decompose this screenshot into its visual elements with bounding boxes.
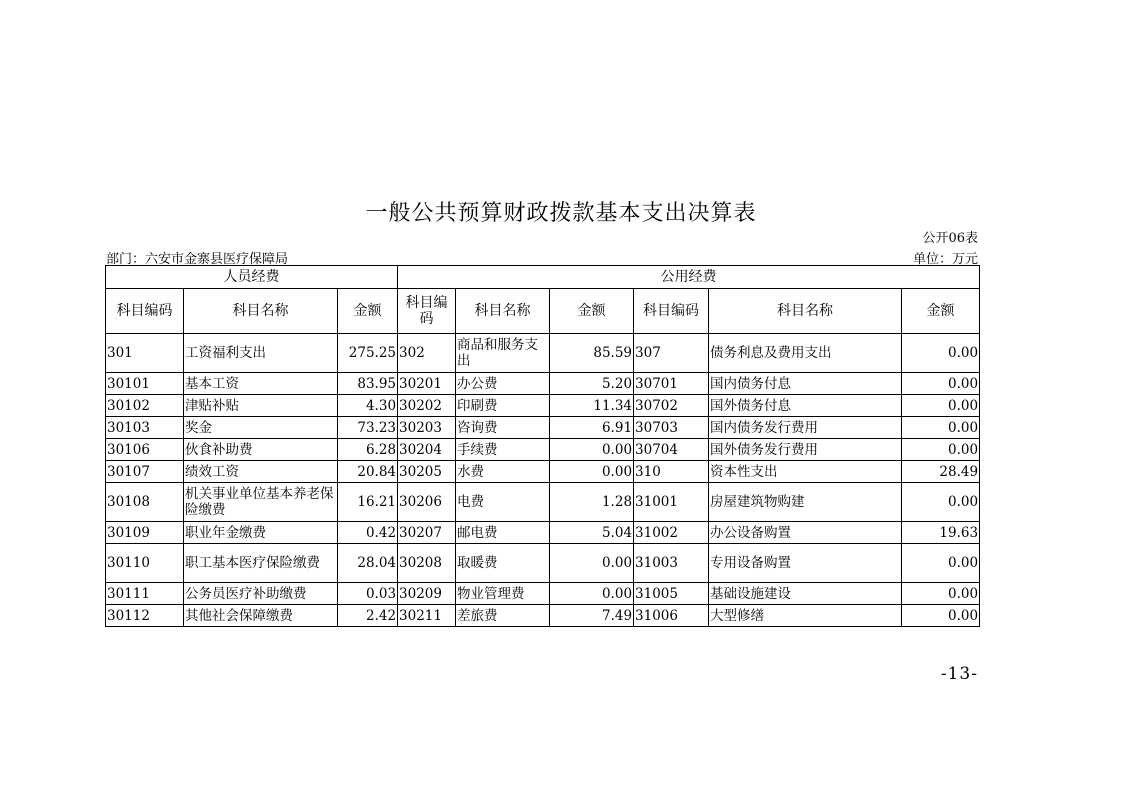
cell-name: 大型修缮 bbox=[709, 605, 902, 627]
cell-code: 307 bbox=[634, 334, 709, 373]
cell-amount: 85.59 bbox=[550, 334, 634, 373]
cell-amount: 0.00 bbox=[902, 544, 980, 583]
cell-code: 30204 bbox=[398, 439, 456, 461]
cell-code: 31002 bbox=[634, 522, 709, 544]
cell-name: 资本性支出 bbox=[709, 461, 902, 483]
cell-amount: 5.20 bbox=[550, 373, 634, 395]
cell-code: 30209 bbox=[398, 583, 456, 605]
cell-name: 房屋建筑物购建 bbox=[709, 483, 902, 522]
cell-amount: 16.21 bbox=[338, 483, 398, 522]
cell-amount: 0.00 bbox=[902, 605, 980, 627]
table-row bbox=[106, 417, 980, 439]
cell-code: 30103 bbox=[106, 417, 184, 439]
cell-code: 302 bbox=[398, 334, 456, 373]
cell-amount: 6.91 bbox=[550, 417, 634, 439]
table-row bbox=[106, 373, 980, 395]
cell-name: 国外债务发行费用 bbox=[709, 439, 902, 461]
column-header-row bbox=[106, 289, 980, 334]
cell-amount: 0.00 bbox=[550, 439, 634, 461]
cell-name: 差旅费 bbox=[456, 605, 550, 627]
cell-amount: 1.28 bbox=[550, 483, 634, 522]
table-row bbox=[106, 522, 980, 544]
group-header-personnel: 人员经费 bbox=[106, 266, 398, 289]
page-title: 一般公共预算财政拨款基本支出决算表 bbox=[365, 201, 757, 226]
cell-code: 30101 bbox=[106, 373, 184, 395]
cell-code: 31006 bbox=[634, 605, 709, 627]
cell-amount: 0.00 bbox=[902, 395, 980, 417]
cell-amount: 0.42 bbox=[338, 522, 398, 544]
column-header-amount: 金额 bbox=[550, 289, 634, 334]
cell-code: 30208 bbox=[398, 544, 456, 583]
cell-code: 31003 bbox=[634, 544, 709, 583]
cell-amount: 275.25 bbox=[338, 334, 398, 373]
department-label: 部门：六安市金寨县医疗保障局 bbox=[106, 252, 289, 267]
table-number: 公开06表 bbox=[922, 231, 978, 246]
table-row bbox=[106, 583, 980, 605]
cell-code: 30202 bbox=[398, 395, 456, 417]
cell-code: 30702 bbox=[634, 395, 709, 417]
cell-name: 水费 bbox=[456, 461, 550, 483]
cell-amount: 0.00 bbox=[902, 334, 980, 373]
cell-amount: 28.49 bbox=[902, 461, 980, 483]
cell-amount: 5.04 bbox=[550, 522, 634, 544]
cell-code: 30111 bbox=[106, 583, 184, 605]
cell-amount: 28.04 bbox=[338, 544, 398, 583]
cell-amount: 83.95 bbox=[338, 373, 398, 395]
cell-amount: 2.42 bbox=[338, 605, 398, 627]
cell-code: 301 bbox=[106, 334, 184, 373]
cell-name: 债务利息及费用支出 bbox=[709, 334, 902, 373]
cell-name: 其他社会保障缴费 bbox=[184, 605, 338, 627]
cell-code: 31005 bbox=[634, 583, 709, 605]
cell-code: 30701 bbox=[634, 373, 709, 395]
column-header-name: 科目名称 bbox=[184, 289, 338, 334]
table-row bbox=[106, 483, 980, 522]
cell-amount: 0.00 bbox=[902, 583, 980, 605]
unit-label: 单位：万元 bbox=[912, 252, 978, 267]
table-row bbox=[106, 544, 980, 583]
cell-name: 办公费 bbox=[456, 373, 550, 395]
cell-name: 基础设施建设 bbox=[709, 583, 902, 605]
cell-code: 30201 bbox=[398, 373, 456, 395]
cell-amount: 6.28 bbox=[338, 439, 398, 461]
cell-amount: 0.00 bbox=[902, 483, 980, 522]
cell-name: 绩效工资 bbox=[184, 461, 338, 483]
table-row bbox=[106, 605, 980, 627]
table-row bbox=[106, 334, 980, 373]
cell-name: 职工基本医疗保险缴费 bbox=[184, 544, 338, 583]
cell-amount: 0.00 bbox=[902, 417, 980, 439]
cell-code: 310 bbox=[634, 461, 709, 483]
expenditure-table bbox=[105, 265, 980, 627]
cell-name: 印刷费 bbox=[456, 395, 550, 417]
column-header-name: 科目名称 bbox=[456, 289, 550, 334]
table-row bbox=[106, 461, 980, 483]
cell-amount: 0.03 bbox=[338, 583, 398, 605]
page-number: -13- bbox=[940, 664, 978, 684]
group-header-public: 公用经费 bbox=[398, 266, 980, 289]
table-row bbox=[106, 395, 980, 417]
cell-name: 职业年金缴费 bbox=[184, 522, 338, 544]
cell-code: 30206 bbox=[398, 483, 456, 522]
cell-code: 30211 bbox=[398, 605, 456, 627]
cell-name: 咨询费 bbox=[456, 417, 550, 439]
cell-name: 国内债务付息 bbox=[709, 373, 902, 395]
column-header-amount: 金额 bbox=[338, 289, 398, 334]
cell-name: 机关事业单位基本养老保险缴费 bbox=[184, 483, 338, 522]
cell-name: 邮电费 bbox=[456, 522, 550, 544]
cell-name: 取暖费 bbox=[456, 544, 550, 583]
cell-amount: 0.00 bbox=[902, 373, 980, 395]
cell-amount: 20.84 bbox=[338, 461, 398, 483]
cell-name: 伙食补助费 bbox=[184, 439, 338, 461]
cell-amount: 0.00 bbox=[550, 583, 634, 605]
cell-name: 公务员医疗补助缴费 bbox=[184, 583, 338, 605]
cell-code: 30703 bbox=[634, 417, 709, 439]
cell-amount: 19.63 bbox=[902, 522, 980, 544]
cell-code: 30106 bbox=[106, 439, 184, 461]
column-header-amount: 金额 bbox=[902, 289, 980, 334]
cell-code: 30102 bbox=[106, 395, 184, 417]
cell-code: 30207 bbox=[398, 522, 456, 544]
column-header-code: 科目编码 bbox=[398, 289, 456, 334]
cell-code: 30107 bbox=[106, 461, 184, 483]
cell-code: 30112 bbox=[106, 605, 184, 627]
cell-amount: 0.00 bbox=[550, 461, 634, 483]
cell-amount: 0.00 bbox=[902, 439, 980, 461]
cell-code: 30203 bbox=[398, 417, 456, 439]
cell-name: 国外债务付息 bbox=[709, 395, 902, 417]
cell-name: 电费 bbox=[456, 483, 550, 522]
column-header-code: 科目编码 bbox=[634, 289, 709, 334]
cell-amount: 7.49 bbox=[550, 605, 634, 627]
cell-name: 奖金 bbox=[184, 417, 338, 439]
cell-amount: 0.00 bbox=[550, 544, 634, 583]
cell-amount: 73.23 bbox=[338, 417, 398, 439]
cell-amount: 4.30 bbox=[338, 395, 398, 417]
cell-name: 津贴补贴 bbox=[184, 395, 338, 417]
column-header-name: 科目名称 bbox=[709, 289, 902, 334]
cell-code: 30704 bbox=[634, 439, 709, 461]
cell-name: 国内债务发行费用 bbox=[709, 417, 902, 439]
cell-name: 手续费 bbox=[456, 439, 550, 461]
cell-code: 31001 bbox=[634, 483, 709, 522]
cell-code: 30110 bbox=[106, 544, 184, 583]
cell-code: 30109 bbox=[106, 522, 184, 544]
cell-name: 办公设备购置 bbox=[709, 522, 902, 544]
cell-name: 工资福利支出 bbox=[184, 334, 338, 373]
cell-code: 30108 bbox=[106, 483, 184, 522]
cell-name: 专用设备购置 bbox=[709, 544, 902, 583]
cell-name: 基本工资 bbox=[184, 373, 338, 395]
cell-name: 商品和服务支出 bbox=[456, 334, 550, 373]
table-row bbox=[106, 439, 980, 461]
column-header-code: 科目编码 bbox=[106, 289, 184, 334]
cell-name: 物业管理费 bbox=[456, 583, 550, 605]
cell-amount: 11.34 bbox=[550, 395, 634, 417]
cell-code: 30205 bbox=[398, 461, 456, 483]
group-header-row bbox=[106, 266, 980, 289]
